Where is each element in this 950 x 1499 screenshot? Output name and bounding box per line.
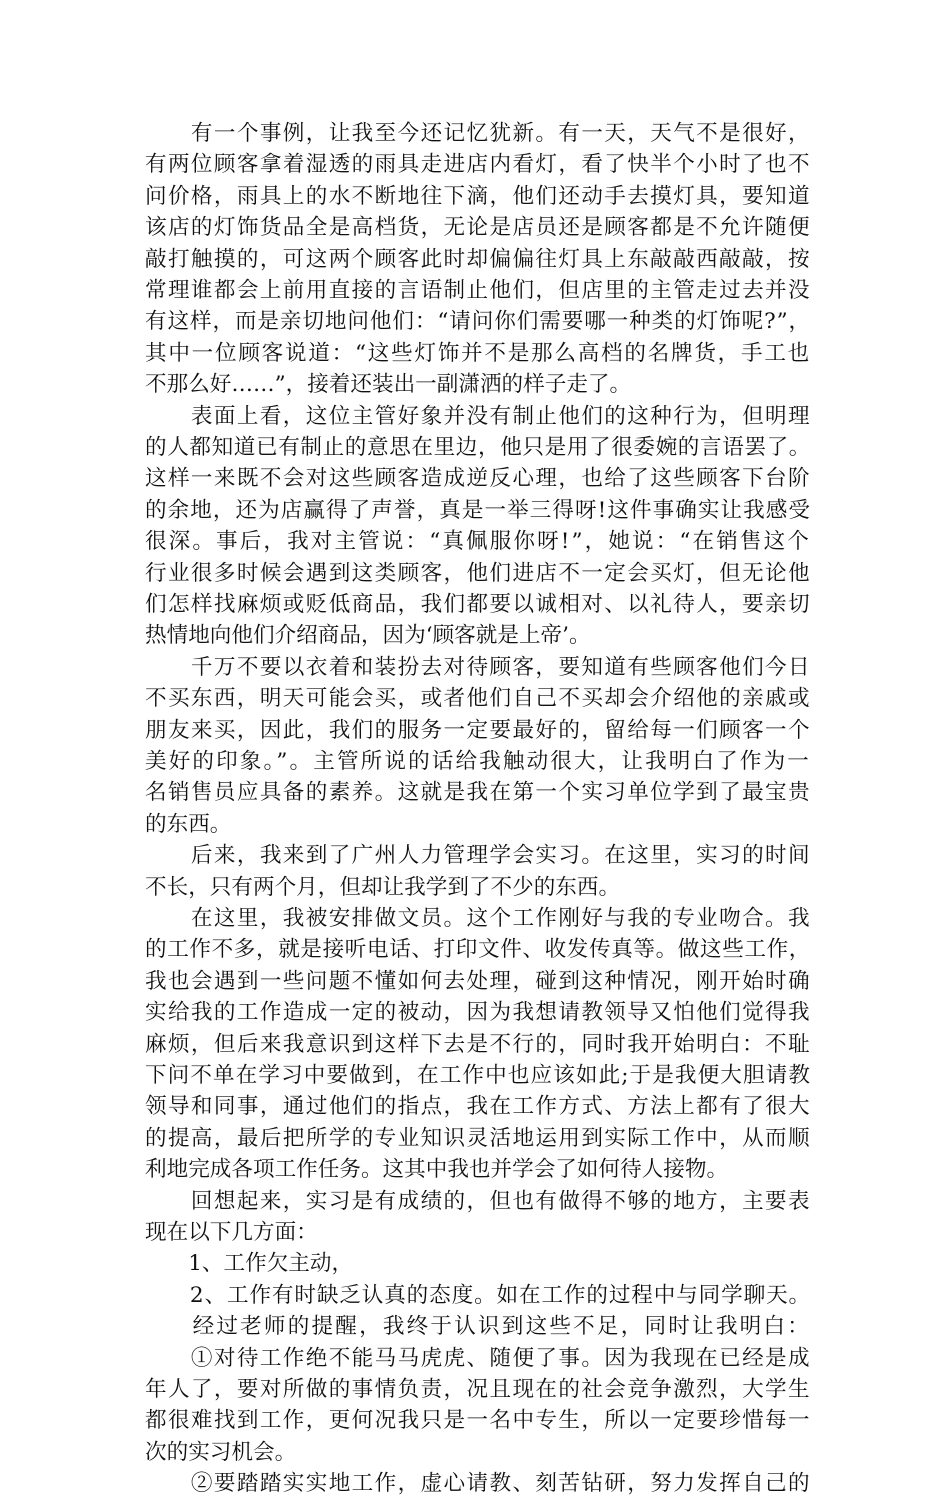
text-line: 次的实习机会。	[145, 1439, 297, 1465]
text-line: 回想起来，实习是有成绩的，但也有做得不够的地方，主要表	[145, 1188, 811, 1214]
text-line: 有这样，而是亲切地问他们：“请问你们需要哪一种类的灯饰呢?”，	[145, 309, 811, 335]
text-line: 的东西。	[145, 811, 232, 837]
text-line: 很深。事后，我对主管说：“真佩服你呀!”，她说：“在销售这个	[145, 529, 811, 555]
text-line: 都很难找到工作，更何况我只是一名中专生，所以一定要珍惜每一	[145, 1408, 811, 1434]
text-line: 名销售员应具备的素养。这就是我在第一个实习单位学到了最宝贵	[145, 780, 811, 806]
text-line: 问价格，雨具上的水不断地往下滴，他们还动手去摸灯具，要知道	[145, 183, 811, 209]
text-line: 年人了，要对所做的事情负责，况且现在的社会竞争激烈，大学生	[145, 1377, 811, 1402]
text-line: 常理谁都会上前用直接的言语制止他们，但店里的主管走过去并没	[145, 278, 811, 303]
text-line: 现在以下几方面：	[145, 1220, 318, 1245]
text-line: 利地完成各项工作任务。这其中我也并学会了如何待人接物。	[145, 1157, 729, 1183]
text-line: 不长，只有两个月，但却让我学到了不少的东西。	[145, 874, 621, 900]
text-line: 有两位顾客拿着湿透的雨具走进店内看灯，看了快半个小时了也不	[145, 152, 811, 178]
text-line: 行业很多时候会遇到这类顾客，他们进店不一定会买灯，但无论他	[145, 560, 811, 586]
text-line: 热情地向他们介绍商品，因为‘顾客就是上帝’。	[145, 623, 591, 649]
text-line: 这样一来既不会对这些顾客造成逆反心理，也给了这些顾客下台阶	[145, 466, 811, 492]
text-line: 该店的灯饰货品全是高档货，无论是店员还是顾客都是不允许随便	[145, 215, 811, 241]
text-line: 美好的印象。”。主管所说的话给我触动很大，让我明白了作为一	[145, 749, 811, 774]
text-line: 朋友来买，因此，我们的服务一定要最好的，留给每一们顾客一个	[145, 717, 811, 743]
text-line: 不买东西，明天可能会买，或者他们自己不买却会介绍他的亲戚或	[145, 686, 811, 712]
text-line: 的人都知道已有制止的意思在里边，他只是用了很委婉的言语罢了。	[145, 435, 811, 460]
text-line: 表面上看，这位主管好象并没有制止他们的这种行为，但明理	[145, 403, 811, 429]
text-line: 我也会遇到一些问题不懂如何去处理，碰到这种情况，刚开始时确	[145, 968, 811, 994]
text-line: ①对待工作绝不能马马虎虎、随便了事。因为我现在已经是成	[145, 1345, 811, 1371]
text-line: 下问不单在学习中要做到，在工作中也应该如此;于是我便大胆请教	[145, 1063, 811, 1088]
text-line: 的提高，最后把所学的专业知识灵活地运用到实际工作中，从而顺	[145, 1125, 811, 1151]
text-line: 1、工作欠主动，	[145, 1251, 354, 1277]
text-line: 有一个事例，让我至今还记忆犹新。有一天，天气不是很好，	[145, 121, 811, 146]
text-line: 实给我的工作造成一定的被动，因为我想请教领导又怕他们觉得我	[145, 1000, 811, 1026]
text-line: 的余地，还为店赢得了声誉，真是一举三得呀!这件事确实让我感受	[145, 497, 811, 523]
text-line: 敲打触摸的，可这两个顾客此时却偏偏往灯具上东敲敲西敲敲，按	[145, 246, 811, 272]
text-line: 的工作不多，就是接听电话、打印文件、收发传真等。做这些工作，	[145, 937, 811, 963]
text-line: 经过老师的提醒，我终于认识到这些不足，同时让我明白：	[145, 1314, 811, 1340]
text-line: 后来，我来到了广州人力管理学会实习。在这里，实习的时间	[145, 843, 811, 869]
text-line: 在这里，我被安排做文员。这个工作刚好与我的专业吻合。我	[145, 906, 811, 931]
text-line: 其中一位顾客说道：“这些灯饰并不是那么高档的名牌货，手工也	[145, 340, 811, 366]
text-line: ②要踏踏实实地工作，虚心请教、刻苦钻研，努力发挥自己的	[145, 1471, 811, 1497]
text-line: 麻烦，但后来我意识到这样下去是不行的，同时我开始明白：不耻	[145, 1031, 811, 1057]
text-line: 2、工作有时缺乏认真的态度。如在工作的过程中与同学聊天。	[145, 1282, 811, 1308]
text-line: 领导和同事，通过他们的指点，我在工作方式、方法上都有了很大	[145, 1094, 811, 1120]
text-line: 不那么好……”，接着还装出一副潇洒的样子走了。	[145, 372, 632, 398]
text-line: 们怎样找麻烦或贬低商品，我们都要以诚相对、以礼待人，要亲切	[145, 592, 811, 617]
text-line: 千万不要以衣着和装扮去对待顾客，要知道有些顾客他们今日	[145, 654, 811, 680]
